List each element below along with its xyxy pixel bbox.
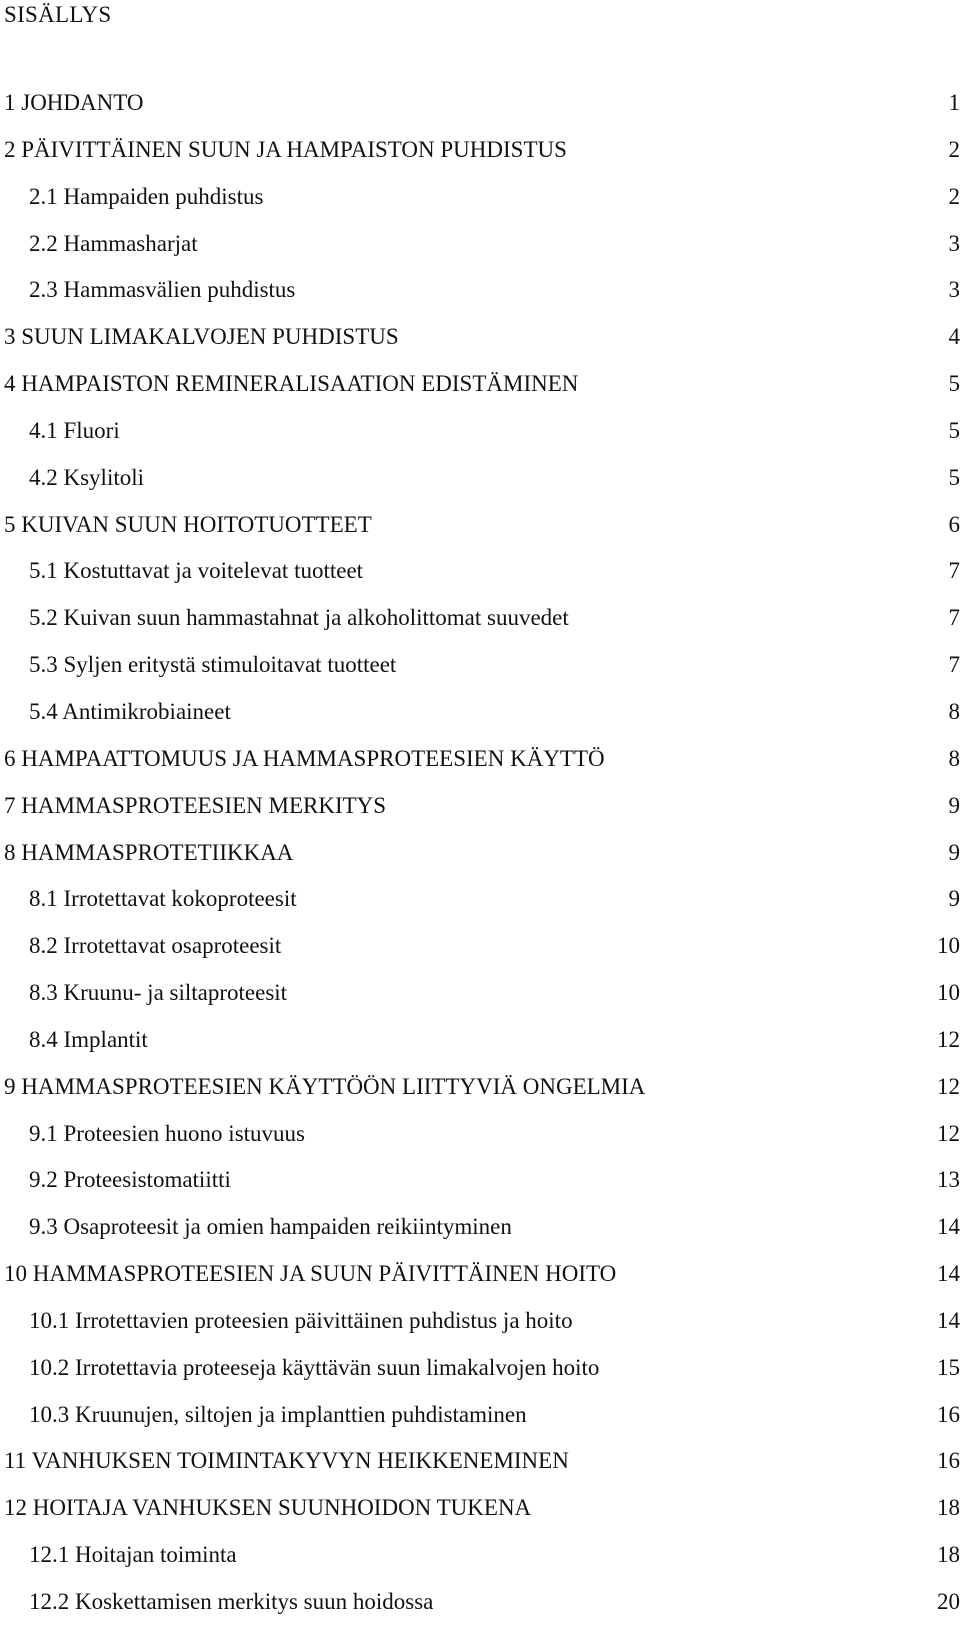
toc-entry-label: 8.2 Irrotettavat osaproteesit [29, 931, 281, 961]
toc-entry [0, 1540, 960, 1587]
toc-entry-label: 2.2 Hammasharjat [29, 229, 198, 259]
toc-entry-label: 3 SUUN LIMAKALVOJEN PUHDISTUS [4, 322, 399, 352]
toc-entry [0, 275, 960, 322]
toc-entry-page-number: 9 [949, 838, 960, 868]
toc-entry-label: 4.2 Ksylitoli [29, 463, 144, 493]
toc-entry [0, 1400, 960, 1447]
toc-entry-page-number: 13 [937, 1165, 960, 1195]
toc-entry-label: 2.3 Hammasvälien puhdistus [29, 275, 295, 305]
toc-entry-label: 10.3 Kruunujen, siltojen ja implanttien puhdistaminen [29, 1400, 527, 1430]
toc-entry-page-number: 14 [937, 1212, 960, 1242]
toc-entry [0, 791, 960, 838]
toc-entry-label: 2.1 Hampaiden puhdistus [29, 182, 263, 212]
toc-entry [0, 1165, 960, 1212]
toc-entry [0, 978, 960, 1025]
toc-entry-page-number: 5 [949, 369, 960, 399]
toc-entry-page-number: 4 [949, 322, 960, 352]
toc-entry [0, 650, 960, 697]
toc-entry-page-number: 5 [949, 416, 960, 446]
toc-entry-page-number: 3 [949, 229, 960, 259]
toc-entry [0, 838, 960, 885]
toc-entry-page-number: 9 [949, 884, 960, 914]
toc-entry [0, 1306, 960, 1353]
toc-entry-label: 12 HOITAJA VANHUKSEN SUUNHOIDON TUKENA [4, 1493, 531, 1523]
toc-entry-page-number: 9 [949, 791, 960, 821]
toc-entry-page-number: 7 [949, 556, 960, 586]
toc-entry-label: 5 KUIVAN SUUN HOITOTUOTTEET [4, 510, 372, 540]
toc-entry-label: 9 HAMMASPROTEESIEN KÄYTTÖÖN LIITTYVIÄ ONGELMIA [4, 1072, 645, 1102]
toc-entry [0, 88, 960, 135]
toc-entry [0, 931, 960, 978]
toc-entry-page-number: 8 [949, 697, 960, 727]
toc-entry-page-number: 10 [937, 978, 960, 1008]
toc-entry-page-number: 8 [949, 744, 960, 774]
toc-entry-label: 5.4 Antimikrobiaineet [29, 697, 231, 727]
toc-entry-label: 5.2 Kuivan suun hammastahnat ja alkoholittomat suuvedet [29, 603, 569, 633]
toc-entry-label: 9.2 Proteesistomatiitti [29, 1165, 231, 1195]
toc-entry [0, 1119, 960, 1166]
toc-entry-label: 9.1 Proteesien huono istuvuus [29, 1119, 305, 1149]
toc-entry-page-number: 16 [937, 1446, 960, 1476]
toc-entry-page-number: 6 [949, 510, 960, 540]
toc-entry-label: 4.1 Fluori [29, 416, 120, 446]
toc-entry-page-number: 7 [949, 650, 960, 680]
toc-entry [0, 510, 960, 557]
toc-entry-page-number: 1 [949, 88, 960, 118]
toc-entry [0, 556, 960, 603]
toc-entry [0, 416, 960, 463]
toc-entry-label: 11 VANHUKSEN TOIMINTAKYVYN HEIKKENEMINEN [4, 1446, 569, 1476]
toc-entry-page-number: 2 [949, 135, 960, 165]
toc-entry-page-number: 12 [937, 1072, 960, 1102]
toc-entry [0, 697, 960, 744]
toc-entry-label: 10.2 Irrotettavia proteeseja käyttävän suun limakalvojen hoito [29, 1353, 599, 1383]
toc-entry [0, 1587, 960, 1634]
toc-entry-label: 8 HAMMASPROTETIIKKAA [4, 838, 293, 868]
toc-entry [0, 369, 960, 416]
page-title: SISÄLLYS [4, 0, 111, 30]
toc-entry-page-number: 5 [949, 463, 960, 493]
toc-entry [0, 744, 960, 791]
toc-entry-label: 7 HAMMASPROTEESIEN MERKITYS [4, 791, 386, 821]
toc-entry [0, 1446, 960, 1493]
toc-entry [0, 322, 960, 369]
toc-entry [0, 229, 960, 276]
toc-entry-label: 10.1 Irrotettavien proteesien päivittäinen puhdistus ja hoito [29, 1306, 573, 1336]
toc-entry-label: 6 HAMPAATTOMUUS JA HAMMASPROTEESIEN KÄYTTÖ [4, 744, 605, 774]
toc-entry-label: 4 HAMPAISTON REMINERALISAATION EDISTÄMINEN [4, 369, 578, 399]
toc-entry-label: 9.3 Osaproteesit ja omien hampaiden reikiintyminen [29, 1212, 512, 1242]
toc-entry-page-number: 14 [937, 1259, 960, 1289]
toc-entry-label: 8.4 Implantit [29, 1025, 148, 1055]
table-of-contents [0, 88, 960, 1634]
toc-entry-label: 10 HAMMASPROTEESIEN JA SUUN PÄIVITTÄINEN HOITO [4, 1259, 616, 1289]
toc-entry-page-number: 18 [937, 1540, 960, 1570]
toc-entry-label: 8.1 Irrotettavat kokoproteesit [29, 884, 297, 914]
toc-entry-page-number: 12 [937, 1025, 960, 1055]
toc-entry-label: 2 PÄIVITTÄINEN SUUN JA HAMPAISTON PUHDISTUS [4, 135, 567, 165]
toc-entry [0, 1353, 960, 1400]
toc-entry-page-number: 2 [949, 182, 960, 212]
toc-entry [0, 182, 960, 229]
toc-entry [0, 884, 960, 931]
toc-entry-page-number: 20 [937, 1587, 960, 1617]
toc-entry-page-number: 18 [937, 1493, 960, 1523]
toc-entry-page-number: 12 [937, 1119, 960, 1149]
toc-entry-page-number: 14 [937, 1306, 960, 1336]
toc-entry-label: 12.1 Hoitajan toiminta [29, 1540, 237, 1570]
toc-entry [0, 1025, 960, 1072]
toc-entry [0, 463, 960, 510]
toc-entry-page-number: 7 [949, 603, 960, 633]
toc-entry-page-number: 15 [937, 1353, 960, 1383]
toc-entry-label: 8.3 Kruunu- ja siltaproteesit [29, 978, 287, 1008]
toc-entry [0, 1212, 960, 1259]
toc-entry-label: 5.3 Syljen eritystä stimuloitavat tuotteet [29, 650, 396, 680]
toc-entry-page-number: 10 [937, 931, 960, 961]
toc-entry [0, 603, 960, 650]
toc-entry-label: 5.1 Kostuttavat ja voitelevat tuotteet [29, 556, 363, 586]
toc-entry [0, 1259, 960, 1306]
toc-entry-page-number: 3 [949, 275, 960, 305]
toc-entry [0, 1493, 960, 1540]
toc-entry [0, 1072, 960, 1119]
toc-entry [0, 135, 960, 182]
toc-entry-page-number: 16 [937, 1400, 960, 1430]
toc-entry-label: 12.2 Koskettamisen merkitys suun hoidossa [29, 1587, 433, 1617]
toc-entry-label: 1 JOHDANTO [4, 88, 144, 118]
